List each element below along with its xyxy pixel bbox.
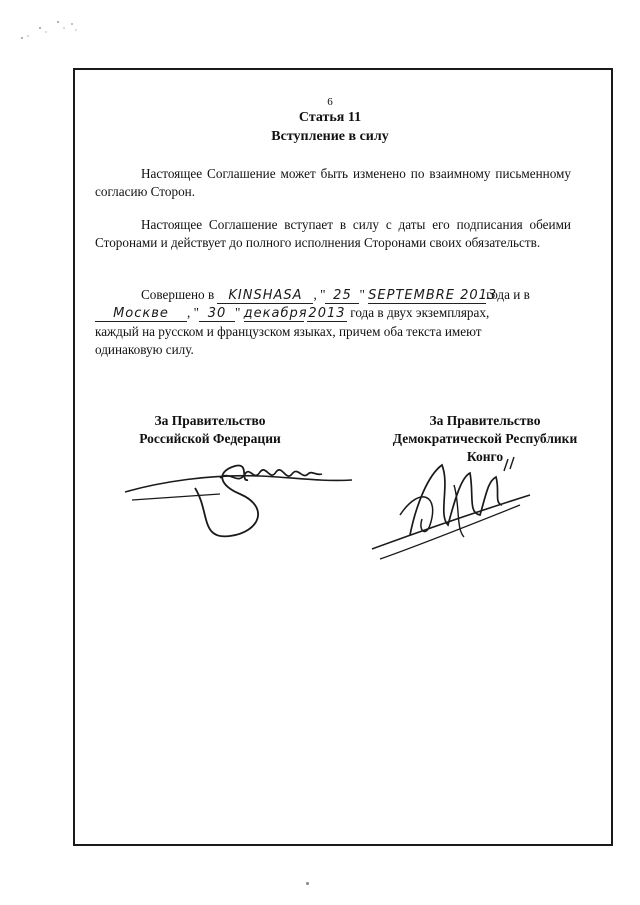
article-number: Статья 11 [298,110,362,125]
handwritten-day-1: 25 [325,289,359,304]
signature-congo [370,455,550,565]
paragraph-entry-into-force: Настоящее Соглашение вступает в силу с даты его подписания обеими Сторонами и действует до полного исполнения Сторонами своих обязательств. [95,217,571,250]
handwritten-day-2: 30 [199,307,235,322]
signing-line-2: Москве , " 30 " декабря 2013 года в двух экземплярах, [95,305,489,322]
signatory-right-line3: Конго [466,449,504,464]
handwritten-place-2: Москве [95,307,187,322]
handwritten-year-2: 2013 [308,306,346,321]
signatory-right-line2: Демократической Республики [392,431,578,446]
signatory-left [120,412,300,448]
article-title: Вступление в силу [271,129,389,144]
handwritten-month-year-1: SEPTEMBRE 2013 [368,288,498,303]
signature-russia [120,452,360,552]
copies-text: года в двух экземплярах, [350,305,490,320]
signatory-left-line2: Российской Федерации [139,431,281,446]
year-and-text: года и в [486,287,530,302]
scan-specks [18,14,88,44]
signatory-left-line1: За Правительство [154,413,266,428]
page-number: 6 [327,96,333,108]
scan-speck-bottom [306,882,309,885]
signing-line-4: одинаковую силу. [95,342,194,357]
handwritten-month-2: декабря [243,306,308,321]
signing-line-3: каждый на русском и французском языках, причем оба текста имеют [95,324,482,339]
handwritten-place-1: KINSHASA [217,289,313,304]
signing-line-1: Совершено в KINSHASA , " 25 " SEPTEMBRE 2013года и в [141,287,530,303]
paragraph-amendment: Настоящее Соглашение может быть изменено по взаимному письменному согласию Сторон. [95,166,571,199]
signatory-right-line1: За Правительство [429,413,541,428]
done-in-text: Совершено в [141,287,215,302]
